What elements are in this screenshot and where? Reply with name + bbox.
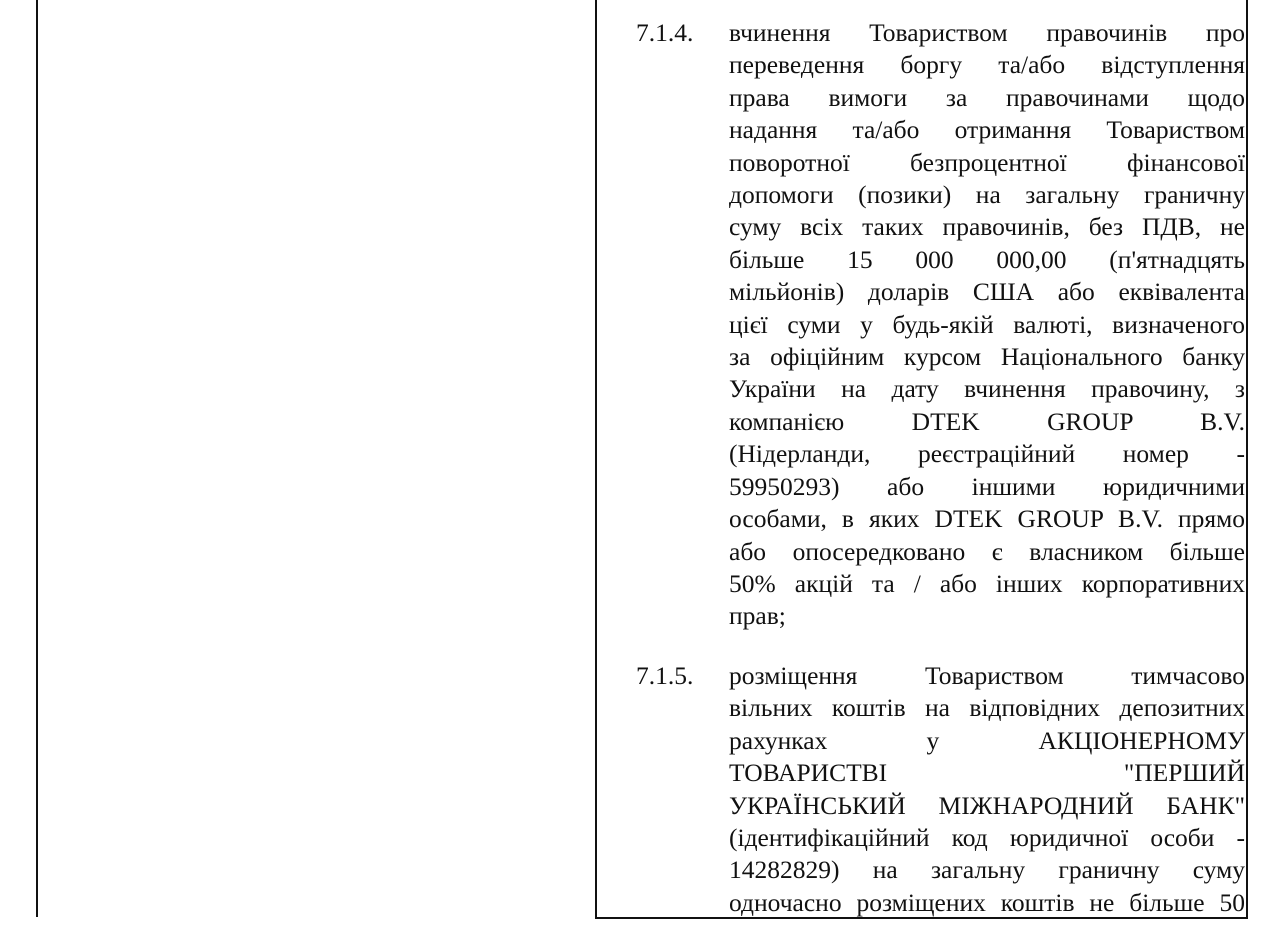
- text-line: особами, в яких DTEK GROUP B.V. прямо: [729, 504, 1245, 534]
- text-line: рахунках у АКЦІОНЕРНОМУ: [729, 725, 1245, 755]
- left-column-border: [36, 0, 38, 917]
- text-line: допомоги (позики) на загальну граничну: [729, 180, 1245, 210]
- clause-text: [729, 660, 1245, 919]
- clause-number: 7.1.4.: [636, 18, 694, 47]
- text-line: (ідентифікаційний код юридичної особи -: [729, 823, 1245, 853]
- clause-text: [729, 17, 1245, 633]
- text-line: мільйонів) доларів США або еквівалента: [729, 277, 1245, 307]
- text-line: України на дату вчинення правочину, з: [729, 374, 1245, 404]
- text-line: 14282829) на загальну граничну суму: [729, 855, 1245, 885]
- text-line: переведення боргу та/або відступлення: [729, 50, 1245, 80]
- text-line: ТОВАРИСТВІ "ПЕРШИЙ: [729, 758, 1245, 788]
- text-line: надання та/або отримання Товариством: [729, 115, 1245, 145]
- text-line: 59950293) або іншими юридичними: [729, 471, 1245, 501]
- text-line: компанією DTEK GROUP B.V.: [729, 406, 1245, 436]
- text-line: цієї суми у будь-якій валюті, визначеного: [729, 309, 1245, 339]
- text-line: вчинення Товариством правочинів про: [729, 18, 1245, 47]
- text-line: одночасно розміщених коштів не більше 50: [729, 887, 1245, 917]
- text-line: суму всіх таких правочинів, без ПДВ, не: [729, 212, 1245, 242]
- text-line: більше 15 000 000,00 (п'ятнадцять: [729, 244, 1245, 274]
- text-line: або опосередковано є власником більше: [729, 536, 1245, 566]
- text-line: за офіційним курсом Національного банку: [729, 342, 1245, 372]
- text-line: прав;: [729, 601, 786, 631]
- text-line: розміщення Товариством тимчасово: [729, 661, 1245, 690]
- text-line: поворотної безпроцентної фінансової: [729, 147, 1245, 177]
- text-line: вільних коштів на відповідних депозитних: [729, 693, 1245, 723]
- clause-number: 7.1.5.: [636, 661, 694, 690]
- text-line: УКРАЇНСЬКИЙ МІЖНАРОДНИЙ БАНК": [729, 790, 1245, 820]
- text-line: 50% акцій та / або інших корпоративних: [729, 568, 1245, 598]
- text-line: (Нідерланди, реєстраційний номер -: [729, 439, 1245, 469]
- text-line: права вимоги за правочинами щодо: [729, 82, 1245, 112]
